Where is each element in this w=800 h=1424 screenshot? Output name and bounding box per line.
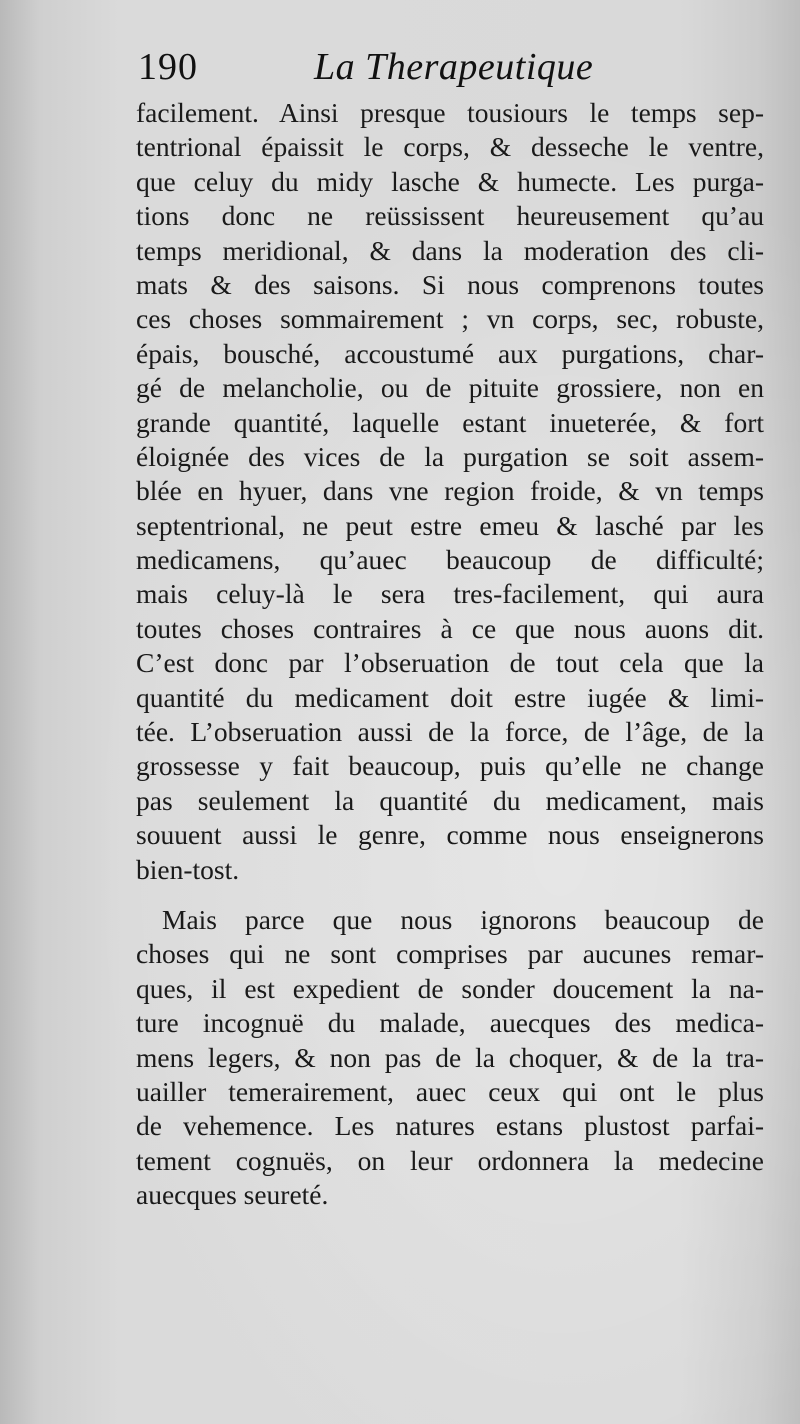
text-line: choses qui ne sont comprises par aucunes remar- — [136, 938, 764, 970]
text-line: mais celuy-là le sera tres-facilement, qui aura — [136, 578, 764, 610]
running-title: La Therapeutique — [314, 46, 594, 88]
text-line: de vehemence. Les natures estans plustost parfai- — [136, 1110, 764, 1142]
text-line: tentrional épaissit le corps, & desseche le ventre, — [136, 131, 764, 163]
text-line: souuent aussi le genre, comme nous enseignerons — [136, 819, 764, 851]
text-line: éloignée des vices de la purgation se soit assem- — [136, 440, 764, 472]
text-line: facilement. Ainsi presque tousiours le temps sep- — [136, 97, 764, 128]
text-line: ces choses sommairement ; vn corps, sec, robuste, — [136, 303, 764, 335]
text-line: tement cognuës, on leur ordonnera la medecine — [136, 1144, 764, 1176]
page-header — [128, 42, 768, 92]
text-line: toutes choses contraires à ce que nous auons dit. — [136, 612, 764, 644]
text-line: ques, il est expedient de sonder doucement la na- — [136, 972, 764, 1004]
body-text — [136, 96, 764, 1213]
text-line: que celuy du midy lasche & humecte. Les purga- — [136, 165, 764, 197]
text-line: mats & des saisons. Si nous comprenons toutes — [136, 268, 764, 300]
text-line: pas seulement la quantité du medicament, mais — [136, 784, 764, 816]
text-line: épais, bousché, accoustumé aux purgations, char- — [136, 337, 764, 369]
text-line: ture incognuë du malade, auecques des medica- — [136, 1007, 764, 1039]
text-line: Mais parce que nous ignorons beaucoup de — [162, 903, 764, 935]
text-line: temps meridional, & dans la moderation des cli- — [136, 234, 764, 266]
text-line: quantité du medicament doit estre iugée & limi- — [136, 681, 764, 713]
text-line: uailler temerairement, auec ceux qui ont le plus — [136, 1075, 764, 1107]
paragraph-1 — [136, 96, 764, 887]
text-line: tions donc ne reüssissent heureusement qu’au — [136, 200, 764, 232]
text-line: mens legers, & non pas de la choquer, & de la tra- — [136, 1041, 764, 1073]
text-line: C’est donc par l’obseruation de tout cela que la — [136, 647, 764, 679]
paragraph-gap — [136, 887, 764, 903]
text-line: septentrional, ne peut estre emeu & lasché par les — [136, 509, 764, 541]
text-line: grossesse y fait beaucoup, puis qu’elle ne change — [136, 750, 764, 782]
show-through-text — [130, 1260, 770, 1400]
text-line: auecques seureté. — [136, 1179, 329, 1211]
page-number: 190 — [138, 46, 198, 88]
text-line: blée en hyuer, dans vne region froide, & vn temps — [136, 475, 764, 507]
text-line: grande quantité, laquelle estant inueterée, & fort — [136, 406, 764, 438]
text-line: bien-tost. — [136, 853, 240, 885]
text-line: gé de melancholie, ou de pituite grossiere, non en — [136, 372, 764, 404]
text-line: medicamens, qu’auec beaucoup de difficulté; — [136, 544, 764, 576]
text-line: tée. L’obseruation aussi de la force, de l’âge, de la — [136, 716, 764, 748]
paragraph-2 — [136, 903, 764, 1213]
